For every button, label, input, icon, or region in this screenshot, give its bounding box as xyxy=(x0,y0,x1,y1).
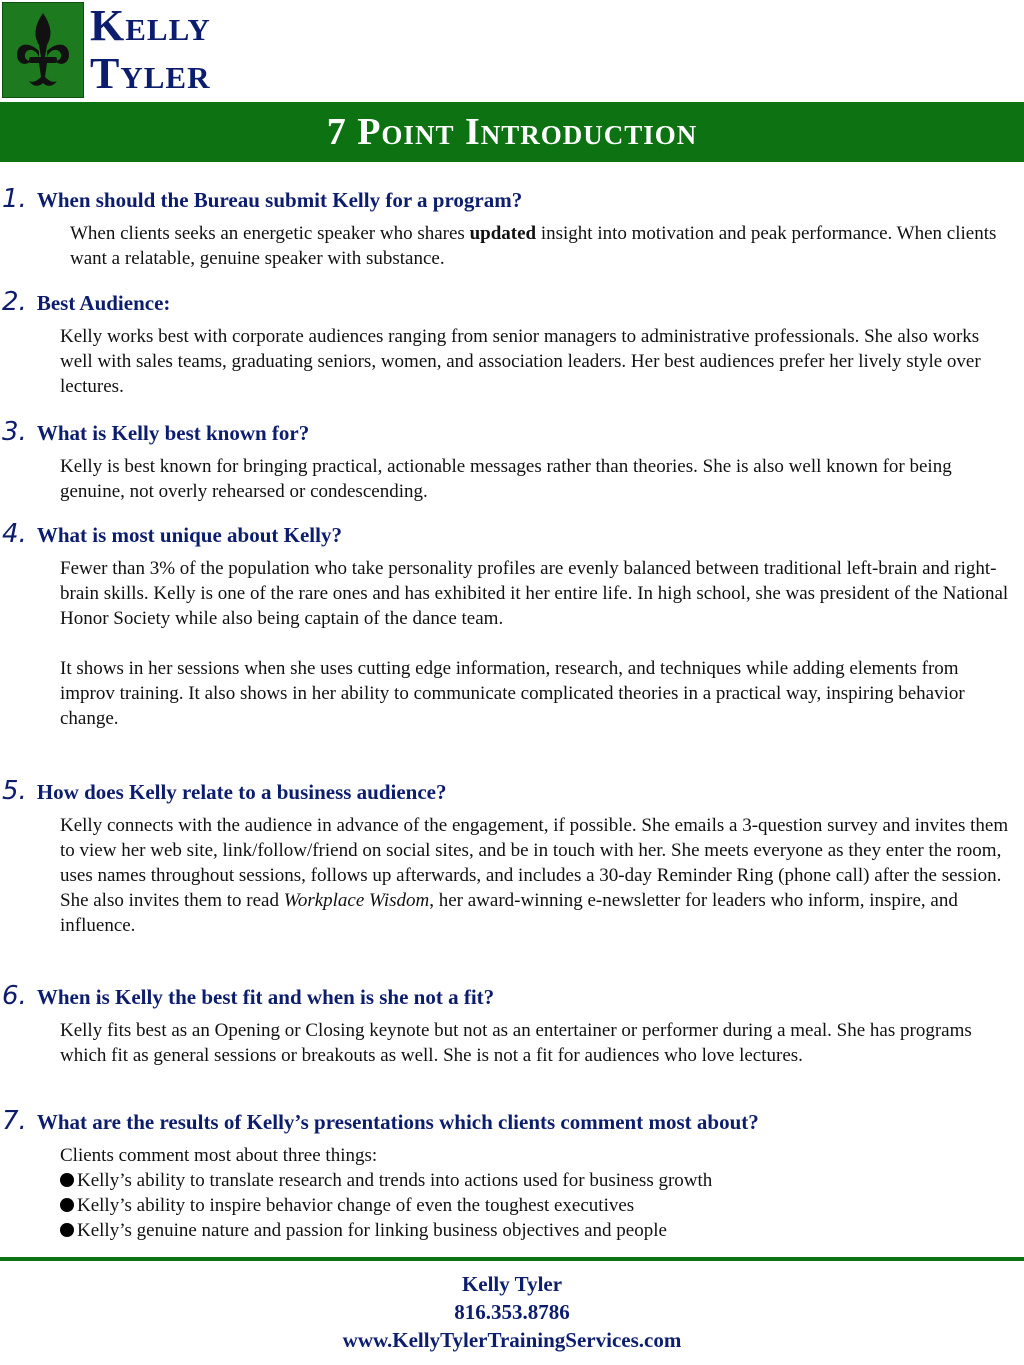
list-item xyxy=(60,1168,1010,1193)
list-item-text: Kelly’s ability to translate research and trends into actions used for business growth xyxy=(77,1170,713,1191)
logo-last-name: Tyler xyxy=(90,49,211,98)
page-title: 7 Point Introduction xyxy=(326,111,698,153)
question-text: What are the results of Kelly’s presentations which clients comment most about? xyxy=(36,1110,759,1134)
list-item xyxy=(60,1218,1010,1243)
answer xyxy=(60,1143,1010,1243)
section-4 xyxy=(0,521,1010,731)
question xyxy=(0,521,1010,548)
section-5 xyxy=(0,778,1010,938)
section-number: 2. xyxy=(2,287,27,317)
answer xyxy=(60,556,1010,731)
question-text: What is Kelly best known for? xyxy=(36,421,310,445)
answer-paragraph: It shows in her sessions when she uses cutting edge information, research, and techniques while adding elements from improv training. It also shows in her ability to communicate complicated theories in a practical way, inspiring behavior change. xyxy=(60,658,965,729)
answer: Kelly works best with corporate audiences ranging from senior managers to administrative professionals. She also works well with sales teams, graduating seniors, women, and association leaders. Her best audiences prefer her lively style over lectures. xyxy=(60,326,981,397)
question-text: What is most unique about Kelly? xyxy=(36,523,342,547)
footer-divider xyxy=(0,1257,1024,1261)
question xyxy=(0,289,1010,316)
answer-intro: Clients comment most about three things: xyxy=(60,1145,378,1166)
answer xyxy=(60,813,1010,938)
section-number: 6. xyxy=(2,981,27,1011)
question-text: How does Kelly relate to a business audience? xyxy=(36,780,447,804)
section-6 xyxy=(0,983,1010,1068)
section-number: 7. xyxy=(2,1106,27,1136)
question xyxy=(0,186,1010,213)
question xyxy=(0,419,1010,446)
section-number: 4. xyxy=(2,519,27,549)
newsletter-title: Workplace Wisdom xyxy=(283,890,430,911)
logo-first-name: Kelly xyxy=(90,1,211,50)
section-1 xyxy=(0,186,1010,271)
question xyxy=(0,778,1010,805)
answer-text: , her award-winning e-newsletter for leaders who inform, inspire, and influence. xyxy=(60,890,958,936)
fleur-de-lis-icon xyxy=(2,2,84,98)
section-3 xyxy=(0,419,1010,504)
question-text: Best Audience: xyxy=(36,291,171,315)
question xyxy=(0,1108,1010,1135)
footer xyxy=(0,1270,1024,1354)
bullet-icon xyxy=(60,1198,74,1212)
answer-paragraph: Fewer than 3% of the population who take personality profiles are evenly balanced between traditional left-brain and right-brain skills. Kelly is one of the rare ones and has exhibited it her entire life. In high school, she was president of the National Honor Society while also being captain of the dance team. xyxy=(60,558,1009,629)
answer-text: Kelly connects with the audience in advance of the engagement, if possible. She emails a 3-question survey and invites them to view her web site, link/follow/friend on social sites, and be in touch with her. She meets everyone as they enter the room, uses names throughout sessions, follows up afterwards, and includes a 30-day Reminder Ring (phone call) after the session. She also invites them to read xyxy=(60,815,1009,911)
title-bar xyxy=(0,102,1024,162)
question-text: When is Kelly the best fit and when is she not a fit? xyxy=(36,985,495,1009)
section-number: 5. xyxy=(2,776,27,806)
section-number: 1. xyxy=(2,184,27,214)
question xyxy=(0,983,1010,1010)
list-item-text: Kelly’s ability to inspire behavior change of even the toughest executives xyxy=(77,1195,635,1216)
list-item xyxy=(60,1193,1010,1218)
logo xyxy=(2,2,262,98)
section-number: 3. xyxy=(2,417,27,447)
footer-website-link[interactable]: www.KellyTylerTrainingServices.com xyxy=(342,1328,682,1352)
answer xyxy=(70,221,1010,271)
answer: Kelly is best known for bringing practical, actionable messages rather than theories. She is also well known for being genuine, not overly rehearsed or condescending. xyxy=(60,456,952,502)
list-item-text: Kelly’s genuine nature and passion for linking business objectives and people xyxy=(77,1220,667,1241)
footer-name: Kelly Tyler xyxy=(461,1272,563,1296)
section-2 xyxy=(0,289,1010,399)
section-7 xyxy=(0,1108,1010,1243)
question-text: When should the Bureau submit Kelly for a program? xyxy=(36,188,523,212)
footer-phone: 816.353.8786 xyxy=(454,1300,570,1324)
answer-text: insight into motivation and peak performance. When clients want a relatable, genuine speaker with substance. xyxy=(70,223,997,269)
answer-text: When clients seeks an energetic speaker who shares xyxy=(70,223,470,244)
bullet-icon xyxy=(60,1223,74,1237)
answer: Kelly fits best as an Opening or Closing keynote but not as an entertainer or performer during a meal. She has programs which fit as general sessions or breakouts as well. She is not a fit for audiences who love lectures. xyxy=(60,1020,972,1066)
answer-emphasis: updated xyxy=(469,223,537,244)
bullet-icon xyxy=(60,1173,74,1187)
